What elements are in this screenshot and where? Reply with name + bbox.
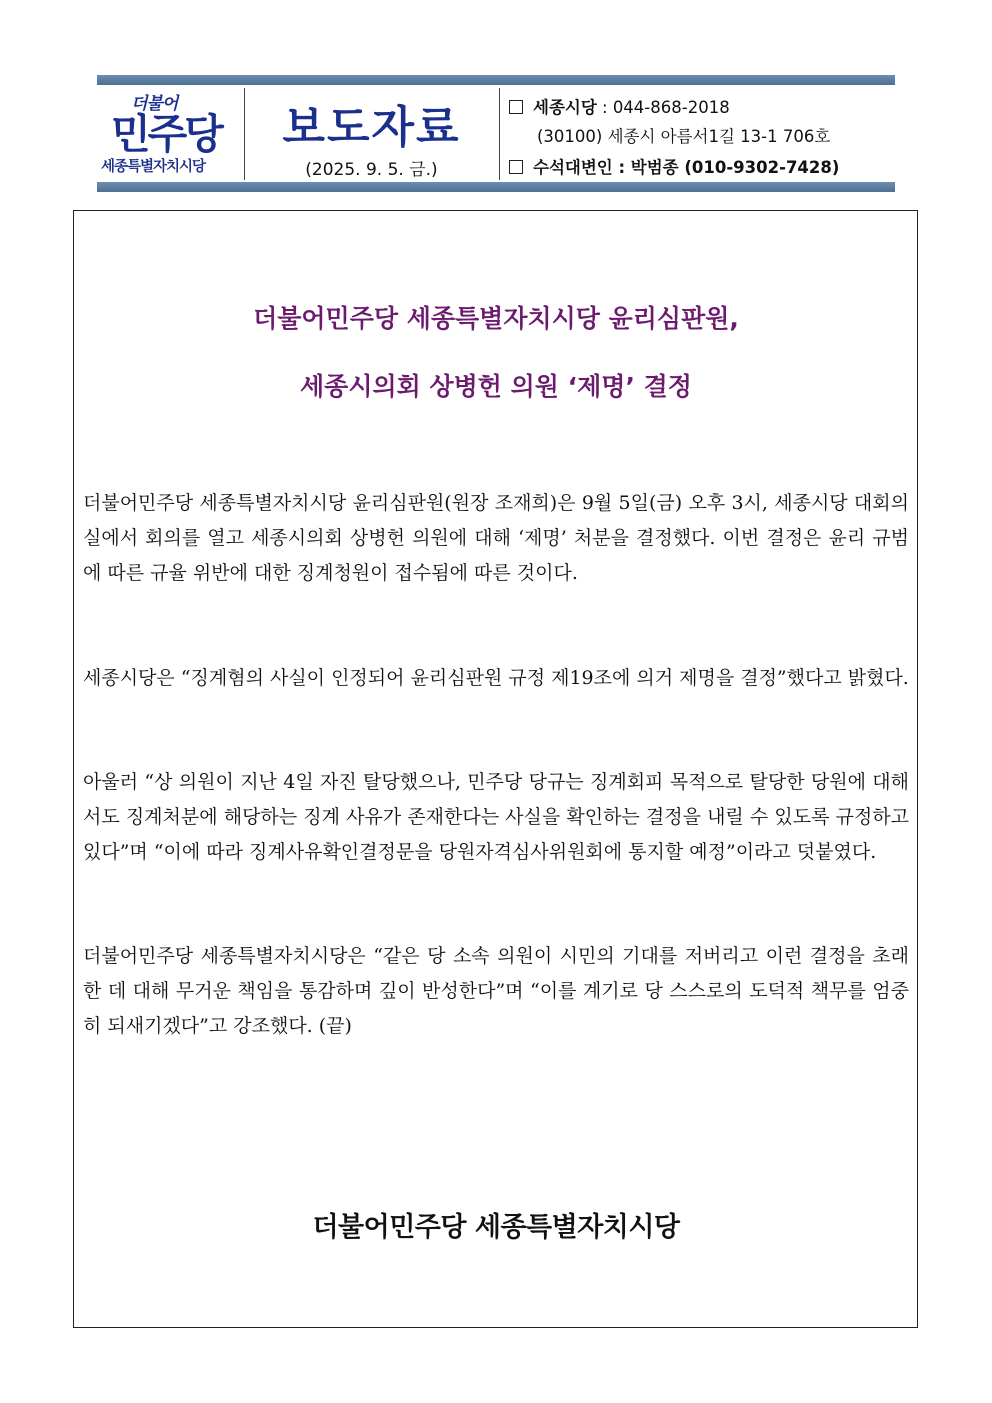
contact-office-label: 세종시당 bbox=[533, 98, 597, 117]
logo-small-text: 더불어 bbox=[131, 94, 178, 114]
body-paragraph-3: 아울러 “상 의원이 지난 4일 자진 탈당했으나, 민주당 당규는 징계회피 목적으로 탈당한 당원에 대해서도 징계처분에 해당하는 징계 사유가 존재한다는 사실을 확인하는 결정을 내릴 수 있도록 규정하고 있다”며 “이에 따라 징계사유확인결정문을 당원자격심사위원회에 통지할 예정”이라고 덧붙였다. bbox=[83, 771, 909, 863]
headline-line-1: 더불어민주당 세종특별자치시당 윤리심판원, bbox=[253, 304, 739, 333]
body-paragraph-4: 더불어민주당 세종특별자치시당은 “같은 당 소속 의원이 시민의 기대를 저버리고 이런 결정을 초래한 데 대해 무거운 책임을 통감하며 깊이 반성한다”며 “이를 계기로 당 스스로의 도덕적 책무를 엄중히 되새기겠다”고 강조했다. (끝) bbox=[83, 945, 909, 1037]
contact-office bbox=[509, 94, 730, 118]
logo-main-text: 민주당 bbox=[111, 110, 221, 158]
press-header bbox=[97, 75, 895, 192]
headline-line-2: 세종시의회 상병헌 의원 ‘제명’ 결정 bbox=[300, 372, 692, 401]
logo-sub-text: 세종특별자치시당 bbox=[101, 159, 206, 175]
release-date: (2025. 9. 5. 금.) bbox=[305, 160, 438, 180]
body-paragraph-2: 세종시당은 “징계혐의 사실이 인정되어 윤리심판원 규정 제19조에 의거 제명을 결정”했다고 밝혔다. bbox=[83, 667, 909, 689]
header-divider bbox=[499, 88, 500, 180]
footer-signature: 더불어민주당 세종특별자치시당 bbox=[312, 1212, 680, 1243]
header-top-bar bbox=[97, 75, 895, 85]
header-bottom-bar bbox=[97, 182, 895, 192]
press-release-title: 보도자료 bbox=[282, 102, 461, 153]
checkbox-square-icon bbox=[509, 160, 523, 174]
contact-office-phone: : 044-868-2018 bbox=[596, 98, 730, 117]
party-logo bbox=[97, 87, 243, 180]
contact-spokesperson-text: 수석대변인 : 박범종 (010-9302-7428) bbox=[533, 158, 840, 177]
contact-spokesperson bbox=[509, 154, 839, 178]
checkbox-square-icon bbox=[509, 100, 523, 114]
body-paragraph-1: 더불어민주당 세종특별자치시당 윤리심판원(원장 조재희)은 9월 5일(금) 오후 3시, 세종시당 대회의실에서 회의를 열고 세종시의회 상병헌 의원에 대해 ‘제명’ 처분을 결정했다. 이번 결정은 윤리 규범에 따른 규율 위반에 대한 징계청원이 접수됨에 따른 것이다. bbox=[83, 492, 909, 584]
contact-address: (30100) 세종시 아름서1길 13-1 706호 bbox=[537, 127, 831, 146]
header-divider bbox=[244, 88, 245, 180]
